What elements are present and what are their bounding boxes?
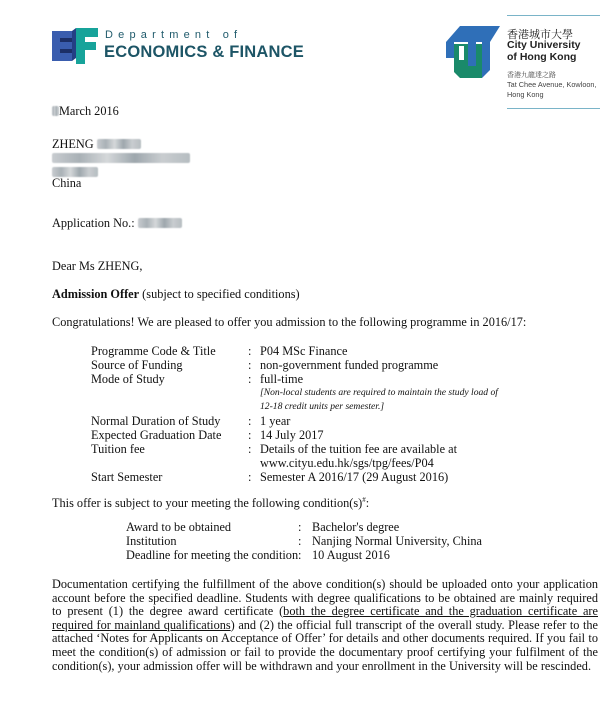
redacted-address xyxy=(52,153,190,163)
cityu-name-cn: 香港城市大學 xyxy=(507,28,573,41)
dept-economics-finance-logo xyxy=(52,28,312,66)
programme-label: Programme Code & Title xyxy=(91,344,216,358)
programme-label: Expected Graduation Date xyxy=(91,428,222,442)
redacted-application-no xyxy=(138,218,182,228)
condition-value: 10 August 2016 xyxy=(312,548,390,562)
colon: : xyxy=(298,520,302,534)
cityu-top-rule xyxy=(507,15,600,16)
cityu-address-en xyxy=(507,80,597,100)
recipient-country: China xyxy=(52,176,82,190)
conditions-footnote-mark: # xyxy=(362,496,366,504)
programme-value: Semester A 2016/17 (29 August 2016) xyxy=(260,470,449,484)
study-load-note: 12-18 credit units per semester.] xyxy=(260,401,385,412)
cityu-address-line2: Hong Kong xyxy=(507,90,544,99)
cityu-address-line1: Tat Chee Avenue, Kowloon, xyxy=(507,80,597,89)
cityu-logo-mark-icon xyxy=(446,22,500,78)
condition-label: Award to be obtained xyxy=(126,520,232,534)
colon: : xyxy=(248,442,252,456)
programme-value: P04 MSc Finance xyxy=(260,344,348,358)
condition-label: Deadline for meeting the condition xyxy=(126,548,299,562)
recipient-address-line1 xyxy=(52,151,190,165)
paragraph-text: Documentation certifying the fulfillment of the above condition(s) should be uploaded onto your application account before the specified deadline. Students with degree qualifications to be obtained are mainly required to present (1) the degree award certificate ( xyxy=(52,577,598,619)
programme-label: Source of Funding xyxy=(91,358,183,372)
programme-value: Details of the tuition fee are available at xyxy=(260,442,458,456)
study-load-note: [Non-local students are required to maintain the study load of xyxy=(260,387,498,398)
programme-value: full-time xyxy=(260,372,304,386)
condition-value: Bachelor's degree xyxy=(312,520,400,534)
colon: : xyxy=(248,414,252,428)
programme-value: 14 July 2017 xyxy=(260,428,324,442)
condition-value: Nanjing Normal University, China xyxy=(312,534,482,548)
application-no xyxy=(52,216,182,230)
recipient-surname: ZHENG xyxy=(52,137,94,151)
cityu-logo xyxy=(446,14,603,110)
programme-label: Tuition fee xyxy=(91,442,145,456)
programme-value: non-government funded programme xyxy=(260,358,439,372)
tuition-fee-url[interactable]: www.cityu.edu.hk/sgs/tpg/fees/P04 xyxy=(260,456,434,470)
application-no-label: Application No.: xyxy=(52,216,135,230)
colon: : xyxy=(298,534,302,548)
dept-logo-line1: Department of xyxy=(105,29,243,41)
colon: : xyxy=(248,358,252,372)
programme-label: Start Semester xyxy=(91,470,163,484)
condition-label: Institution xyxy=(126,534,177,548)
cityu-name-en-line2: of Hong Kong xyxy=(507,51,577,63)
paragraph-underlined-text: both the degree certificate and the graduation certificate are required for mainland qualifications xyxy=(52,604,598,632)
cityu-bottom-rule xyxy=(507,108,600,109)
programme-value: 1 year xyxy=(260,414,291,428)
recipient-name xyxy=(52,137,141,151)
subject-line xyxy=(52,287,300,301)
colon: : xyxy=(248,428,252,442)
colon: : xyxy=(248,344,252,358)
salutation: Dear Ms ZHENG, xyxy=(52,259,143,273)
date-text: March 2016 xyxy=(59,104,119,118)
colon: : xyxy=(248,372,252,386)
letter-date xyxy=(52,104,119,118)
cityu-name-en-line1: City University xyxy=(507,39,581,51)
colon: : xyxy=(298,548,302,562)
colon: : xyxy=(248,470,252,484)
cityu-name-en xyxy=(507,39,581,63)
programme-label: Normal Duration of Study xyxy=(91,414,221,428)
subject-note: (subject to specified conditions) xyxy=(139,287,300,301)
conditions-intro-text: This offer is subject to your meeting the following condition(s) xyxy=(52,496,363,511)
programme-label: Mode of Study xyxy=(91,372,165,386)
documentation-paragraph xyxy=(52,578,598,673)
subject-title: Admission Offer xyxy=(52,287,140,301)
conditions-intro xyxy=(52,493,369,510)
paragraph-text: ) and (2) the official full transcript of the overall study. Please refer to the attached ‘Notes for Applicants on Acceptance of Offer’ for details and other documents required. If you fail to meet the condition(s) of admission or fail to provide the documentary proof certifying your fulfilment of the condition(s), your admission offer will be withdrawn and your enrollment in the University will be rescinded. xyxy=(52,617,598,673)
redacted-given-name xyxy=(97,139,141,149)
conditions-intro-colon: : xyxy=(365,496,370,511)
intro-text: Congratulations! We are pleased to offer you admission to the following programme in 2016/17: xyxy=(52,315,527,329)
ef-logo-mark-icon xyxy=(52,28,98,64)
redacted-day xyxy=(52,106,59,116)
dept-logo-line2: ECONOMICS & FINANCE xyxy=(104,43,304,61)
cityu-address-cn: 香港九龍達之路 xyxy=(507,71,556,79)
